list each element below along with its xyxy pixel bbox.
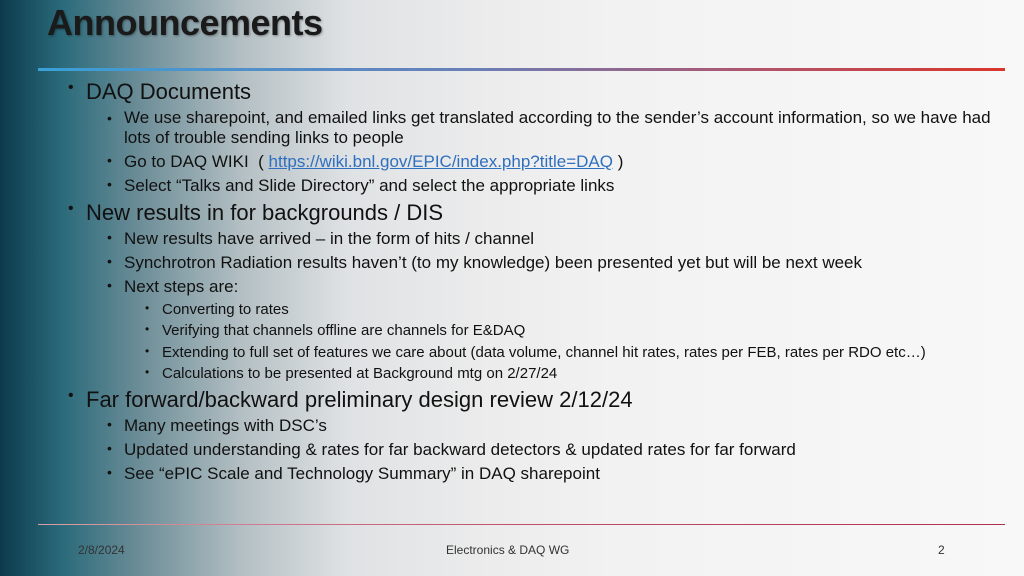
sub-list-item: • Extending to full set of features we care about (data volume, channel hit rates, rates per FEB, rates per RDO etc…) [145,344,926,361]
list-item: • Select “Talks and Slide Directory” and select the appropriate links [107,176,615,195]
page-number: 2 [938,543,945,557]
sub-list-item: • Calculations to be presented at Background mtg on 2/27/24 [145,365,558,382]
bullet-icon: • [68,79,74,96]
list-item: • New results have arrived – in the form of hits / channel [107,229,535,248]
bullet-icon: • [107,464,112,480]
footer-date: 2/8/2024 [78,543,125,557]
bullet-icon: • [107,277,112,293]
bullet-icon: • [107,110,112,126]
footer-divider [38,524,1005,525]
title-divider [38,68,1005,71]
sub-list-item: • Verifying that channels offline are channels for E&DAQ [145,322,526,339]
list-item-wiki: • Go to DAQ WIKI ( https://wiki.bnl.gov/EPIC/index.php?title=DAQ ) [107,152,624,171]
bullet-icon: • [145,301,150,315]
bullet-icon: • [145,365,150,379]
section-heading-daq-documents: • DAQ Documents [68,79,252,104]
list-item: • Next steps are: [107,277,239,296]
daq-wiki-link[interactable]: https://wiki.bnl.gov/EPIC/index.php?title=DAQ [268,152,613,171]
section-heading-backgrounds: • New results in for backgrounds / DIS [68,200,444,225]
bullet-icon: • [68,387,74,404]
list-item: • See “ePIC Scale and Technology Summary” in DAQ sharepoint [107,464,600,483]
list-item: • Updated understanding & rates for far backward detectors & updated rates for far forward [107,440,796,459]
footer-title: Electronics & DAQ WG [446,543,570,557]
sub-list-item: • Converting to rates [145,301,289,318]
bullet-icon: • [145,344,150,358]
bullet-icon: • [107,176,112,192]
bullet-icon: • [107,416,112,432]
list-item: • We use sharepoint, and emailed links get translated according to the sender’s account information, so we have had lots of trouble sending links to people [107,108,991,147]
slide-title: Announcements [47,2,323,43]
bullet-icon: • [145,322,150,336]
bullet-icon: • [107,152,112,168]
list-item: • Synchrotron Radiation results haven’t (to my knowledge) been presented yet but will be next week [107,253,863,272]
bullet-icon: • [107,253,112,269]
section-heading-far-forward: • Far forward/backward preliminary design review 2/12/24 [68,387,633,412]
bullet-icon: • [107,229,112,245]
bullet-icon: • [107,440,112,456]
bullet-icon: • [68,200,74,217]
list-item: • Many meetings with DSC’s [107,416,327,435]
